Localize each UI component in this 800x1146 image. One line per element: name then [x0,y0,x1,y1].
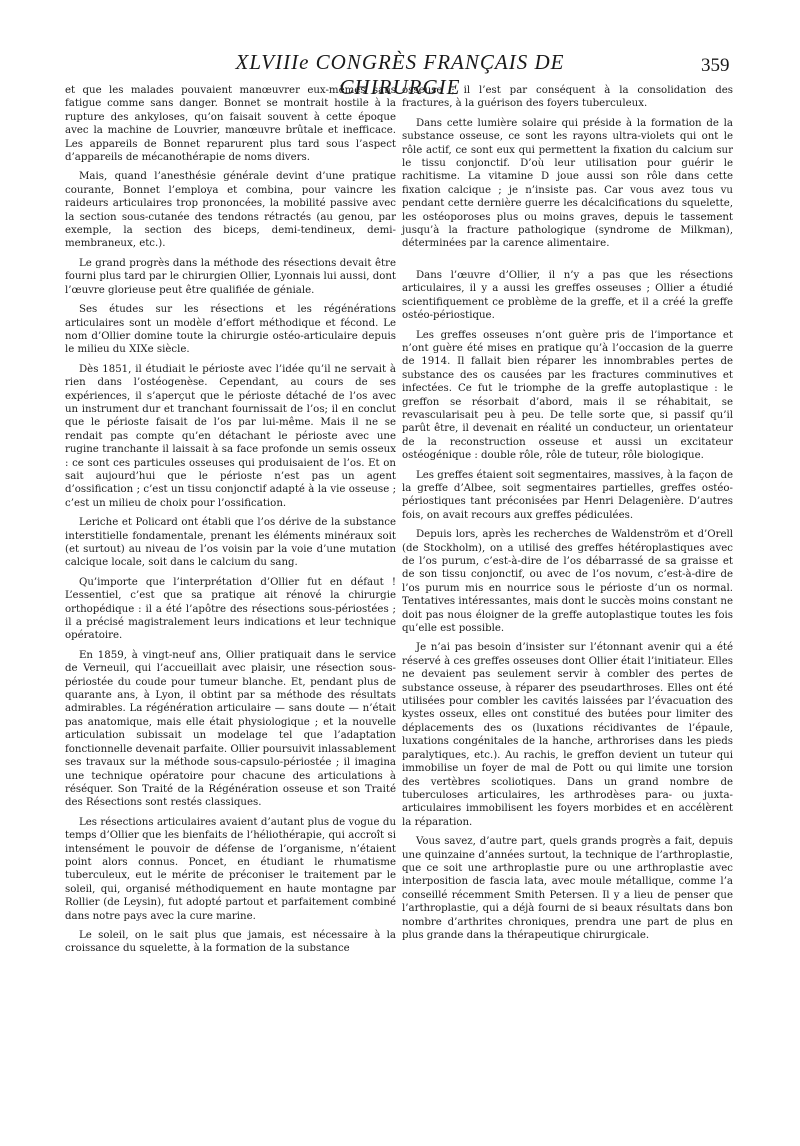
paragraph: Qu’importe que l’interprétation d’Ollier fut en défaut ! L’essentiel, c’est que sa pratique ait rénové la chirurgie orthopédique : il a été l’apôtre des résections sous-périostées ; il a précisé magistralement leurs indications et leur technique opératoire. [65,576,396,642]
left-text-column [65,84,396,962]
paragraph: et que les malades pouvaient manœuvrer eux-mêmes sans fatigue comme sans danger. Bonnet se montrait hostile à la rupture des ankyloses, qu’on faisait souvent à cette époque avec la machine de Louvrier, manœuvre brûtale et inefficace. Les appareils de Bonnet reparurent plus tard sous l’aspect d’appareils de mécanothérapie de noms divers. [65,85,396,164]
paragraph: Dans l’œuvre d’Ollier, il n’y a pas que les résections articulaires, il y a aussi les greffes osseuses ; Ollier a étudié scientifiquement ce problème de la greffe, et il a créé la greffe ostéo-périostique. [402,269,733,322]
paragraph: Le soleil, on le sait plus que jamais, est nécessaire à la croissance du squelette, à la formation de la substance [65,929,396,955]
paragraph: Depuis lors, après les recherches de Waldenström et d’Orell (de Stockholm), on a utilisé des greffes hétéroplastiques avec de l’os purum, c’est-à-dire de l’os débarrassé de sa graisse et de son tissu conjonctif, ou avec de l’os novum, c’est-à-dire de l’os purum mis en nourrice sous le périoste d’un os normal. Tentatives intéressantes, mais dont le succès moins constant ne doit pas nous éloigner de la greffe autoplastique toutes les fois qu’elle est possible. [402,529,733,635]
paragraph: Ses études sur les résections et les régénérations articulaires sont un modèle d’effort méthodique et fécond. Le nom d’Ollier domine toute la chirurgie ostéo-articulaire depuis le milieu du XIXe siècle. [65,304,396,356]
paragraph: Leriche et Policard ont établi que l’os dérive de la substance interstitielle fondamentale, prenant les éléments minéraux soit (et surtout) au niveau de l’os voisin par la voie d’une mutation calcique locale, soit dans le calcium du sang. [65,517,396,569]
page-number: 359 [701,55,730,76]
paragraph: osseuse ; il l’est par conséquent à la consolidation des fractures, à la guérison des foyers tuberculeux. [402,85,733,110]
right-text-column [402,84,733,948]
paragraph: Le grand progrès dans la méthode des résections devait être fourni plus tard par le chirurgien Ollier, Lyonnais lui aussi, dont l’œuvre glorieuse peut être qualifiée de géniale. [65,257,396,296]
paragraph: Vous savez, d’autre part, quels grands progrès a fait, depuis une quinzaine d’années surtout, la technique de l’arthroplastie, que ce soit une arthroplastie pure ou une arthroplastie avec interposition de fascia lata, avec moule métallique, comme l’a conseillé récemment Smith Petersen. Il y a lieu de penser que l’arthroplastie, qui a déjà fourni de si beaux résultats dans bon nombre d’arthrites chroniques, prendra une part de plus en plus grande dans la thérapeutique chirurgicale. [402,836,733,941]
paragraph: En 1859, à vingt-neuf ans, Ollier pratiquait dans le service de Verneuil, qui l’accueillait avec plaisir, une résection sous-périostée du coude pour tumeur blanche. Et, pendant plus de quarante ans, à Lyon, il obtint par sa méthode des résultats admirables. La régénération articulaire — sans doute — n’était pas anatomique, mais elle était physiologique ; et la nouvelle articulation subissait un modelage tel que l’adaptation fonctionnelle devenait parfaite. Ollier poursuivit inlassablement ses travaux sur la méthode sous-capsulo-périostée ; il imagina une technique opératoire pour chacune des articulations à réséquer. Son Traité de la Régénération osseuse et son Traité des Résections sont restés classiques. [65,649,396,809]
paragraph: Les greffes étaient soit segmentaires, massives, à la façon de la greffe d’Albee, soit segmentaires partielles, greffes ostéo-périostiques tant préconisées par Henri Delagenière. D’autres fois, on avait recours aux greffes pédiculées. [402,469,733,521]
paragraph: Mais, quand l’anesthésie générale devint d’une pratique courante, Bonnet l’employa et combina, pour vaincre les raideurs articulaires trop prononcées, la mobilité passive avec la section sous-cutanée des tendons rétractés (au genou, par exemple, la section des biceps, demi-tendineux, demi-membraneux, etc.). [65,171,396,250]
paragraph: Les greffes osseuses n’ont guère pris de l’importance et n’ont guère été mises en pratique qu’à l’occasion de la guerre de 1914. Il fallait bien réparer les innombrables pertes de substance des os causées par les fractures comminutives et infectées. Ce fut le triomphe de la greffe autoplastique : le greffon se résorbait d’abord, mais il se réhabitait, se revascularisait peu à peu. De telle sorte que, si passif qu’il parût être, il devenait en réalité un conducteur, un orientateur de la reconstruction osseuse et aussi un excitateur ostéogénique : double rôle, rôle de tuteur, rôle biologique. [402,329,733,462]
paragraph: Les résections articulaires avaient d’autant plus de vogue du temps d’Ollier que les bienfaits de l’héliothérapie, qui accroît si intensément le pouvoir de défense de l’organisme, n’étaient point alors connus. Poncet, en étudiant le rhumatisme tuberculeux, eut le mérite de préconiser le traitement par le soleil, qui, organisé méthodiquement en haute montagne par Rollier (de Leysin), fut adopté partout et parfaitement combiné dans notre pays avec la cure marine. [65,816,396,922]
running-header-title: XLVIIIe CONGRÈS FRANÇAIS DE CHIRURGIE [235,50,565,99]
paragraph: Dans cette lumière solaire qui préside à la formation de la substance osseuse, ce sont les rayons ultra-violets qui ont le rôle actif, ce sont eux qui permettent la fixation du calcium sur le tissu conjonctif. D’où leur utilisation pour guérir le rachitisme. La vitamine D joue aussi son rôle dans cette fixation calcique ; je n’insiste pas. Car vous avez tous vu pendant cette dernière guerre les décalcifications du squelette, les ostéoporoses plus ou moins graves, depuis le tassement jusqu’à la fracture pathologique (syndrome de Milkman), déterminées par la carence alimentaire. [402,117,733,250]
paragraph: Je n’ai pas besoin d’insister sur l’étonnant avenir qui a été réservé à ces greffes osseuses dont Ollier était l’initiateur. Elles ne devaient pas seulement servir à combler des pertes de substance osseuse, à réparer des pseudarthroses. Elles ont été utilisées pour combler les cavités laissées par l’évacuation des kystes osseux, elles ont constitué des butées pour limiter des déplacements des os (luxations récidivantes de l’épaule, luxations congénitales de la hanche, arthrorises dans les pieds paralytiques, etc.). Au rachis, le greffon devient un tuteur qui immobilise un foyer de mal de Pott ou qui limite une torsion des vertèbres scoliotiques. Dans un grand nombre de tuberculoses articulaires, les arthrodèses para- ou juxta-articulaires immobilisent les foyers morbides et en accélèrent la réparation. [402,642,733,828]
paragraph: Dès 1851, il étudiait le périoste avec l’idée qu’il ne servait à rien dans l’ostéogenèse. Cependant, au cours de ses expériences, il s’aperçut que le périoste détaché de l’os avec un instrument dur et tranchant fournissait de l’os; il en conclut que le périoste faisait de l’os par lui-même. Mais il ne se rendait pas compte qu’en détachant le périoste avec une rugine tranchante il laissait à sa face profonde un semis osseux : ce sont ces particules osseuses qui produisaient de l’os. Et on sait aujourd’hui que le périoste n’est pas un agent d’ossification ; c’est un tissu conjonctif adapté à la vie osseuse ; c’est un milieu de choix pour l’ossification. [65,363,396,509]
